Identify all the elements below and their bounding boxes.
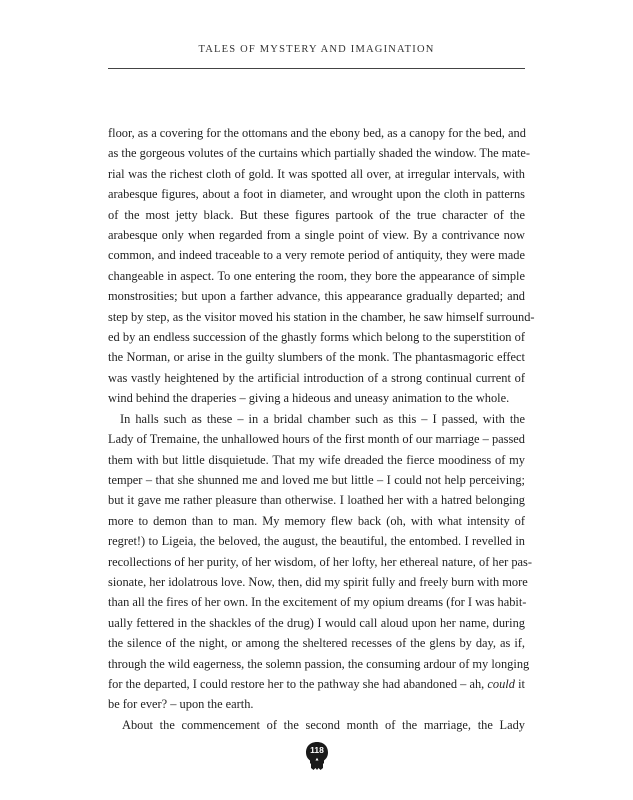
text-line: monstrosities; but upon a farther advance, this appearance gradually departed; and <box>108 289 525 304</box>
text-line: ually fettered in the shackles of the drug) I would call aloud upon her name, during <box>108 615 525 630</box>
body-text <box>108 123 535 735</box>
text-line: as the gorgeous volutes of the curtains which partially shaded the window. The mate- <box>108 146 530 161</box>
text-line: floor, as a covering for the ottomans and the ebony bed, as a canopy for the bed, and <box>108 126 526 140</box>
text-line: more to demon than to man. My memory flew back (oh, with what intensity of <box>108 513 525 528</box>
text-line: step by step, as the visitor moved his station in the chamber, he saw himself surround- <box>108 309 535 324</box>
text-line: wind behind the draperies – giving a hideous and uneasy animation to the whole. <box>108 391 510 406</box>
paragraph-3 <box>108 715 525 735</box>
text-segment: for the departed, I could restore her to the pathway she had abandoned – ah, <box>108 676 485 691</box>
paragraph-1 <box>108 123 535 409</box>
paragraph-2 <box>108 409 532 715</box>
text-line: In halls such as these – in a bridal chamber such as this – I passed, with the <box>120 411 525 426</box>
text-line: About the commencement of the second month of the marriage, the Lady <box>122 717 525 732</box>
text-line: was vastly heightened by the artificial introduction of a strong continual current of <box>108 370 525 385</box>
text-line: be for ever? – upon the earth. <box>108 697 254 712</box>
text-line: arabesque only when regarded from a single point of view. By a contrivance now <box>108 228 525 243</box>
text-line: than all the fires of her own. In the excitement of my opium dreams (for I was habit- <box>108 595 527 610</box>
italic-emphasis: could <box>487 676 515 691</box>
text-line <box>108 674 525 694</box>
text-line: sionate, her idolatrous love. Now, then, did my spirit fully and freely burn with more <box>108 574 528 589</box>
text-line: changeable in aspect. To one entering the room, they bore the appearance of simple <box>108 268 525 283</box>
text-line: regret!) to Ligeia, the beloved, the august, the beautiful, the entombed. I revelled in <box>108 534 525 549</box>
text-line: common, and indeed traceable to a very remote period of antiquity, they were made <box>108 248 525 263</box>
text-line: recollections of her purity, of her wisdom, of her lofty, her ethereal nature, of her pas- <box>108 554 532 569</box>
text-line: them with but little disquietude. That my wife dreaded the fierce moodiness of my <box>108 452 525 467</box>
text-line: arabesque figures, about a foot in diameter, and wrought upon the cloth in patterns <box>108 187 525 202</box>
text-segment: it <box>514 676 525 691</box>
text-line: but it gave me rather pleasure than otherwise. I loathed her with a hatred belonging <box>108 493 525 508</box>
text-line: the silence of the night, or among the sheltered recesses of the glens by day, as if, <box>108 636 525 651</box>
text-line: rial was the richest cloth of gold. It was spotted all over, at irregular intervals, with <box>108 166 525 181</box>
text-line: temper – that she shunned me and loved me but little – I could not help perceiving; <box>108 472 525 487</box>
text-line: Lady of Tremaine, the unhallowed hours of the first month of our marriage – passed <box>108 432 525 447</box>
text-line: of the most jetty black. But these figures partook of the true character of the <box>108 207 525 222</box>
folio <box>305 741 329 771</box>
header-rule <box>108 68 525 69</box>
text-line: the Norman, or arise in the guilty slumbers of the monk. The phantasmagoric effect <box>108 350 525 365</box>
running-header: TALES OF MYSTERY AND IMAGINATION <box>198 44 435 55</box>
page-number: 118 <box>310 745 324 755</box>
text-line: through the wild eagerness, the solemn passion, the consuming ardour of my longing <box>108 656 530 671</box>
text-line: ed by an endless succession of the ghastly forms which belong to the superstition of <box>108 330 525 345</box>
